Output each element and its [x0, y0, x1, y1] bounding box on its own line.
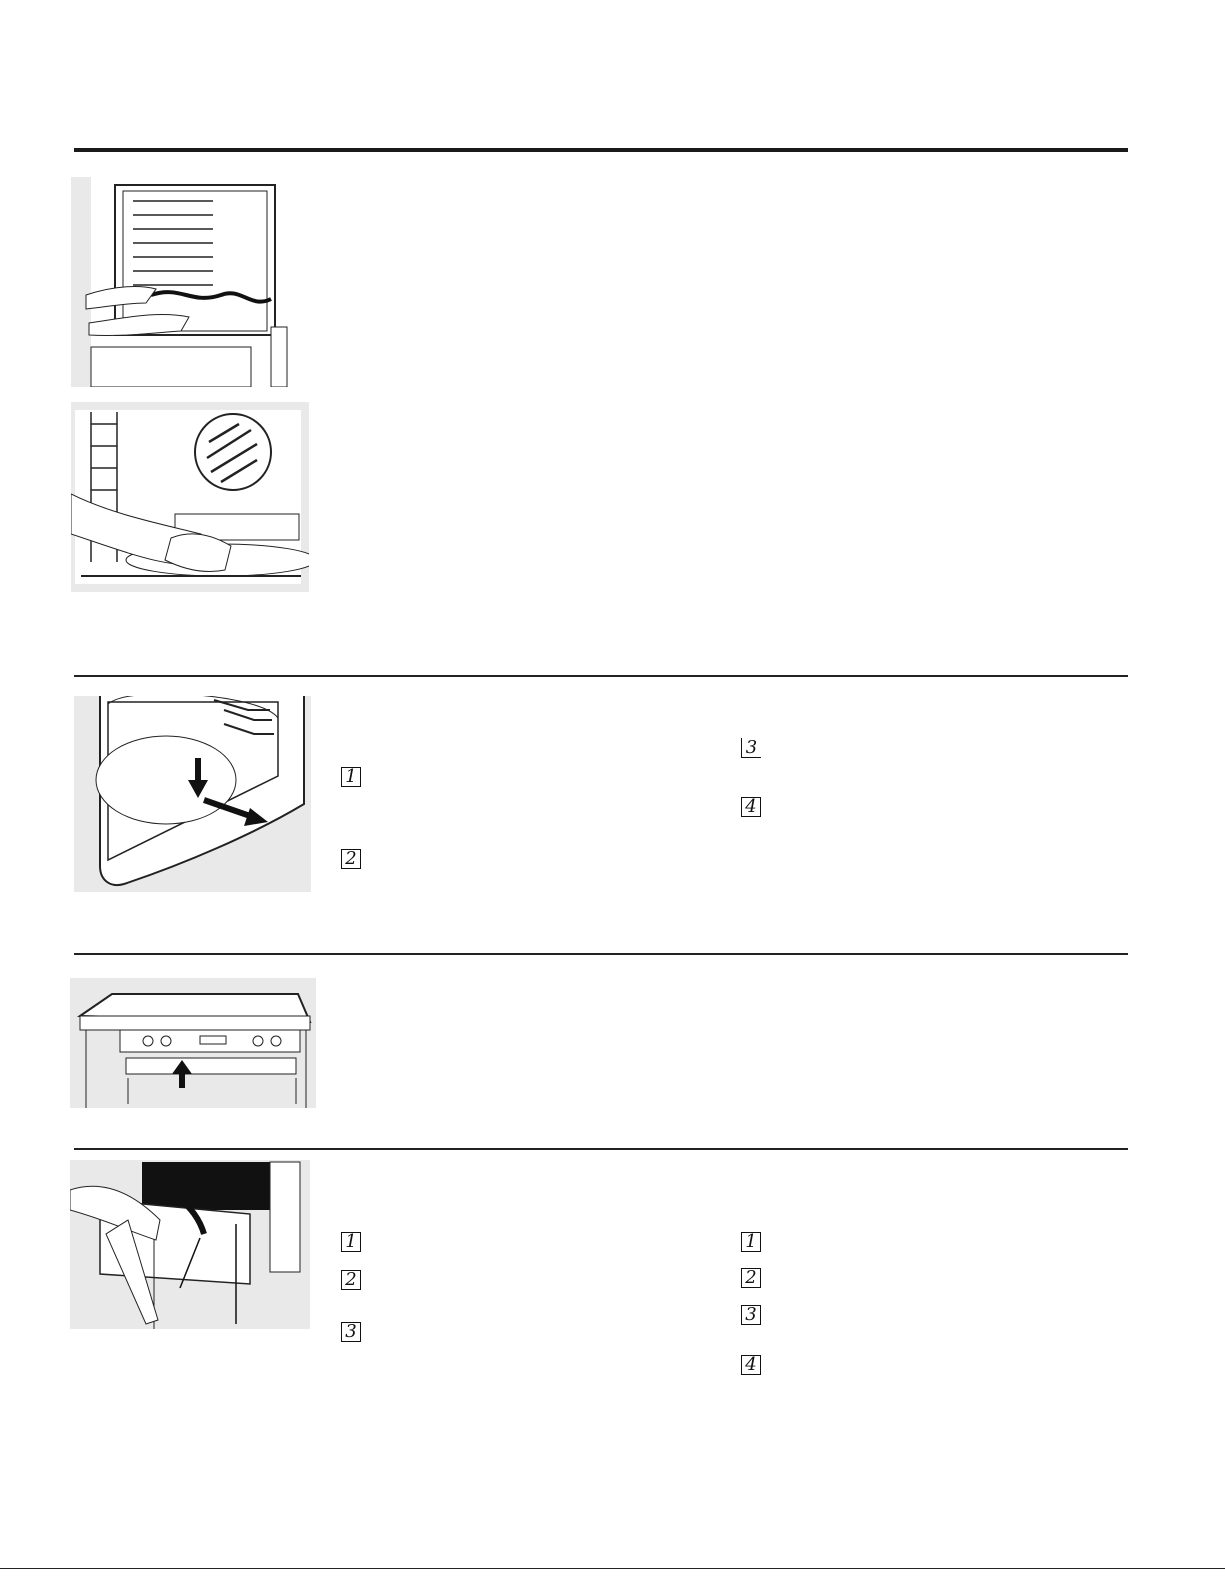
- section-rule: [74, 1148, 1128, 1150]
- step-number-1: 1: [741, 1232, 761, 1252]
- oven-bottom-removal-illustration: [74, 696, 311, 892]
- header-rule: [74, 148, 1128, 152]
- step-number-1: 1: [341, 767, 361, 787]
- storage-drawer-removal-illustration: [70, 1160, 310, 1329]
- section-rule: [74, 675, 1128, 677]
- oven-element-cleaning-illustration: [71, 177, 309, 387]
- step-number-3: 3: [741, 1305, 761, 1325]
- oven-floor-wiping-illustration: [71, 402, 309, 592]
- step-number-2: 2: [341, 849, 361, 869]
- step-number-4: 4: [741, 797, 761, 817]
- range-control-panel-illustration: [70, 978, 316, 1108]
- step-number-2: 2: [741, 1268, 761, 1288]
- section-rule: [74, 953, 1128, 955]
- step-number-2: 2: [341, 1270, 361, 1290]
- step-number-4: 4: [741, 1355, 761, 1375]
- footer-rule: [0, 1568, 1225, 1569]
- step-number-1: 1: [341, 1232, 361, 1252]
- step-number-3: 3: [741, 738, 761, 758]
- step-number-3: 3: [341, 1322, 361, 1342]
